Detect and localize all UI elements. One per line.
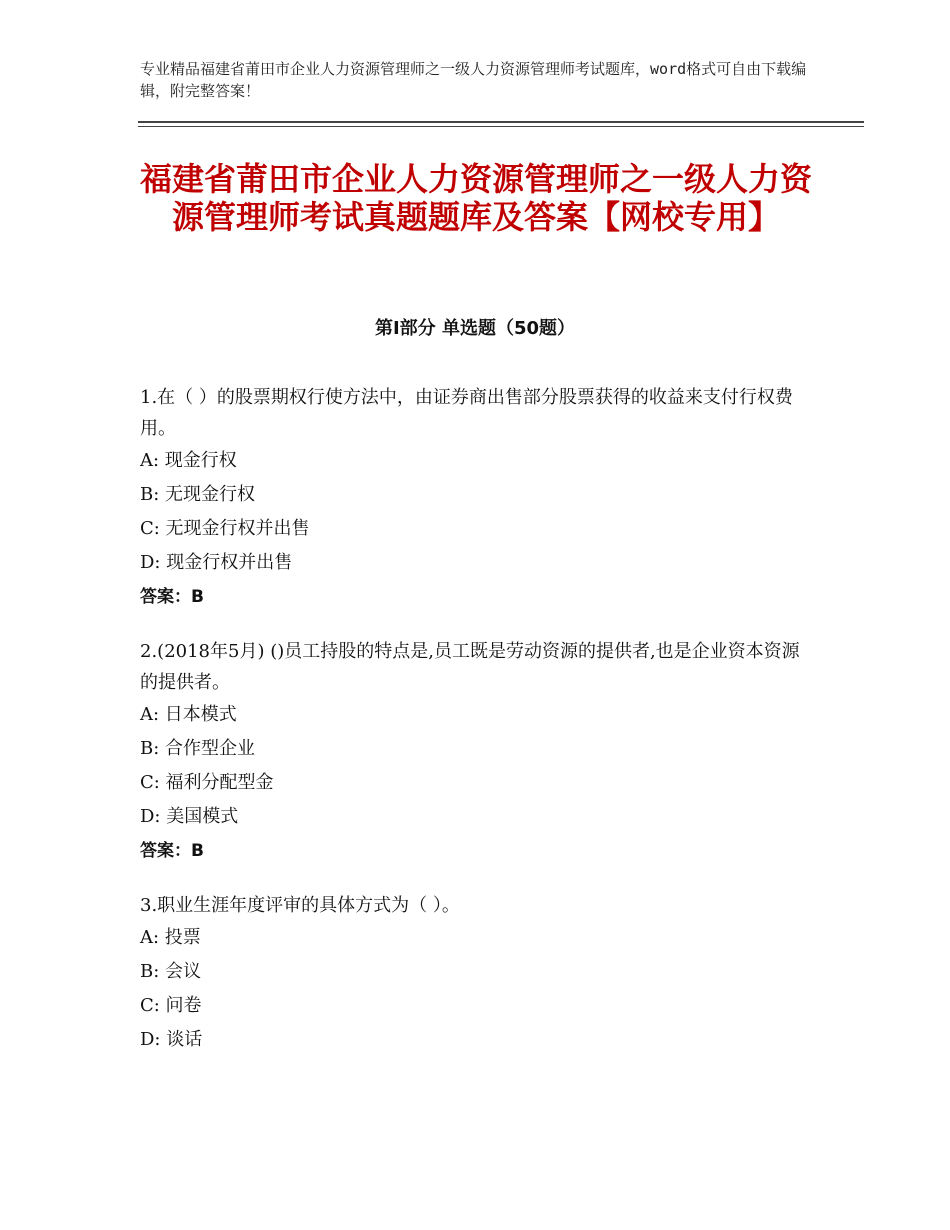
question-stem: 2.(2018年5月) ()员工持股的特点是,员工既是劳动资源的提供者,也是企业资本资源的提供者。 (140, 641, 800, 693)
question-stem: 3.职业生涯年度评审的具体方式为（ ）。 (140, 895, 460, 916)
answer: 答案：B (140, 587, 204, 607)
question-3 (140, 890, 812, 1057)
question-1 (140, 382, 812, 614)
option-b: B: 无现金行权 (140, 484, 256, 505)
option-b: B: 会议 (140, 961, 202, 982)
option-b: B: 合作型企业 (140, 738, 256, 759)
header-divider-thick (138, 121, 864, 123)
section-heading: 第I部分 单选题（50题） (374, 318, 575, 339)
option-c: C: 无现金行权并出售 (140, 518, 310, 539)
question-list (140, 382, 812, 1079)
option-c: C: 问卷 (140, 995, 202, 1016)
header-divider-thin (138, 126, 864, 127)
option-a: A: 日本模式 (140, 704, 237, 725)
option-c: C: 福利分配型金 (140, 772, 274, 793)
option-d: D: 美国模式 (140, 806, 239, 827)
option-a: A: 投票 (140, 927, 201, 948)
question-2 (140, 636, 812, 868)
header-note: 专业精品福建省莆田市企业人力资源管理师之一级人力资源管理师考试题库，word格式可自由下载编辑，附完整答案！ (140, 60, 807, 100)
option-d: D: 现金行权并出售 (140, 552, 293, 573)
question-stem: 1.在（ ）的股票期权行使方法中，由证券商出售部分股票获得的收益来支付行权费用。 (140, 387, 793, 439)
option-a: A: 现金行权 (140, 450, 237, 471)
answer: 答案：B (140, 841, 204, 861)
document-title: 福建省莆田市企业人力资源管理师之一级人力资源管理师考试真题题库及答案【网校专用】 (140, 160, 813, 236)
option-d: D: 谈话 (140, 1029, 203, 1050)
